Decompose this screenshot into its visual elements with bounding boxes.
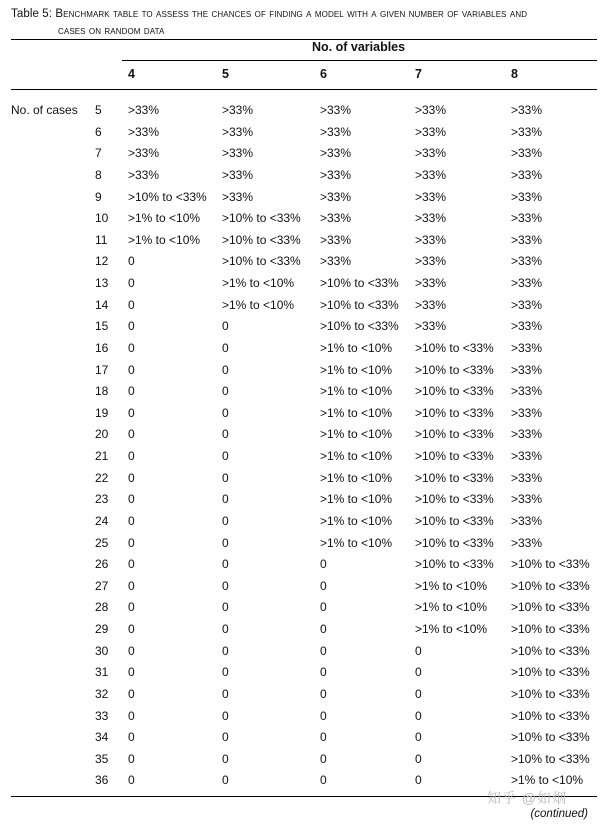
cases-cell: 23 (95, 492, 109, 507)
value-cell-8: >10% to <33% (511, 600, 590, 615)
value-cell-6: >10% to <33% (320, 319, 399, 334)
value-cell-8: >33% (511, 297, 543, 312)
value-cell-4: 0 (128, 254, 135, 269)
value-cell-6: >1% to <10% (320, 449, 393, 463)
value-cell-7: >33% (415, 103, 447, 117)
table-row (0, 145, 600, 167)
table-row (0, 535, 600, 557)
cases-cell: 30 (95, 643, 109, 658)
value-cell-5: 0 (222, 340, 229, 355)
value-cell-8: >33% (511, 384, 543, 399)
value-cell-6: >1% to <10% (320, 405, 393, 420)
value-cell-8: >10% to <33% (511, 686, 590, 701)
value-cell-4: 0 (128, 384, 135, 399)
value-cell-6: 0 (320, 751, 327, 766)
value-cell-4: 0 (128, 362, 135, 377)
value-cell-5: >10% to <33% (222, 254, 301, 269)
variables-group-rule (122, 60, 597, 61)
value-cell-7: >10% to <33% (415, 427, 494, 442)
value-cell-5: 0 (222, 513, 229, 528)
value-cell-6: >33% (320, 146, 352, 161)
value-cell-8: >33% (511, 492, 543, 507)
value-cell-7: >10% to <33% (415, 384, 494, 399)
value-cell-5: 0 (222, 708, 229, 723)
value-cell-6: 0 (320, 643, 327, 658)
value-cell-7: >1% to <10% (415, 622, 488, 636)
value-cell-5: 0 (222, 643, 229, 658)
value-cell-7: 0 (415, 730, 422, 745)
table-row (0, 383, 600, 405)
table-row (0, 340, 600, 362)
value-cell-5: 0 (222, 773, 229, 788)
value-cell-4: 0 (128, 600, 135, 615)
value-cell-5: 0 (222, 535, 229, 550)
value-cell-8: >10% to <33% (511, 708, 590, 723)
cases-cell: 16 (95, 340, 109, 355)
value-cell-8: >33% (511, 449, 543, 463)
table-row (0, 491, 600, 513)
table-row (0, 253, 600, 275)
value-cell-8: >33% (511, 103, 543, 117)
value-cell-7: >1% to <10% (415, 600, 488, 615)
value-cell-5: >33% (222, 124, 254, 139)
value-cell-6: >33% (320, 103, 352, 117)
value-cell-7: >10% to <33% (415, 492, 494, 507)
value-cell-6: 0 (320, 730, 327, 745)
value-cell-6: >33% (320, 254, 352, 269)
value-cell-4: 0 (128, 513, 135, 528)
value-cell-4: 0 (128, 686, 135, 701)
value-cell-5: 0 (222, 362, 229, 377)
value-cell-6: >1% to <10% (320, 513, 393, 528)
column-header-6: 6 (320, 67, 327, 81)
value-cell-8: >1% to <10% (511, 773, 584, 788)
value-cell-8: >33% (511, 340, 543, 355)
cases-cell: 17 (95, 362, 109, 377)
value-cell-6: >33% (320, 189, 352, 204)
value-cell-8: >33% (511, 189, 543, 204)
cases-cell: 22 (95, 470, 109, 485)
table-row (0, 470, 600, 492)
value-cell-7: >10% to <33% (415, 513, 494, 528)
table-row (0, 686, 600, 708)
cases-cell: 20 (95, 427, 109, 442)
value-cell-8: >33% (511, 167, 543, 182)
value-cell-6: >1% to <10% (320, 492, 393, 507)
cases-cell: 21 (95, 449, 109, 463)
value-cell-4: 0 (128, 730, 135, 745)
cases-cell: 29 (95, 622, 109, 636)
value-cell-4: 0 (128, 557, 135, 572)
value-cell-8: >10% to <33% (511, 665, 590, 680)
cases-cell: 34 (95, 730, 109, 745)
table-row (0, 318, 600, 340)
cases-cell: 25 (95, 535, 109, 550)
value-cell-7: >1% to <10% (415, 578, 488, 593)
column-header-5: 5 (222, 67, 229, 81)
value-cell-7: >33% (415, 211, 447, 226)
value-cell-4: 0 (128, 643, 135, 658)
table-row (0, 405, 600, 427)
table-row (0, 599, 600, 621)
value-cell-4: 0 (128, 405, 135, 420)
table-row (0, 102, 600, 124)
cases-cell: 36 (95, 773, 109, 788)
value-cell-4: >33% (128, 167, 160, 182)
value-cell-7: >10% to <33% (415, 557, 494, 572)
value-cell-5: 0 (222, 622, 229, 636)
value-cell-8: >10% to <33% (511, 730, 590, 745)
value-cell-7: 0 (415, 643, 422, 658)
value-cell-7: >33% (415, 254, 447, 269)
cases-cell: 12 (95, 254, 109, 269)
table-row (0, 621, 600, 643)
table-row (0, 556, 600, 578)
variables-group-header: No. of variables (312, 40, 406, 54)
cases-cell: 14 (95, 297, 109, 312)
value-cell-5: >33% (222, 103, 254, 117)
cases-cell: 8 (95, 167, 102, 182)
value-cell-4: 0 (128, 340, 135, 355)
table-row (0, 729, 600, 751)
column-header-4: 4 (128, 67, 135, 81)
value-cell-7: >10% to <33% (415, 340, 494, 355)
value-cell-7: >33% (415, 146, 447, 161)
table-row (0, 210, 600, 232)
value-cell-5: 0 (222, 449, 229, 463)
value-cell-6: >10% to <33% (320, 297, 399, 312)
value-cell-5: 0 (222, 730, 229, 745)
value-cell-8: >33% (511, 232, 543, 247)
table-row (0, 124, 600, 146)
value-cell-4: 0 (128, 427, 135, 442)
value-cell-6: >33% (320, 167, 352, 182)
table-row (0, 275, 600, 297)
cases-cell: 27 (95, 578, 109, 593)
column-header-7: 7 (415, 67, 422, 81)
value-cell-8: >33% (511, 319, 543, 334)
value-cell-5: >1% to <10% (222, 297, 295, 312)
value-cell-5: >10% to <33% (222, 232, 301, 247)
cases-cell: 13 (95, 276, 109, 290)
value-cell-5: 0 (222, 686, 229, 701)
value-cell-4: 0 (128, 708, 135, 723)
value-cell-7: >10% to <33% (415, 449, 494, 463)
value-cell-5: >10% to <33% (222, 211, 301, 226)
value-cell-5: >33% (222, 189, 254, 204)
caption-text-line1: Benchmark table to assess the chances of finding a model with a given number of variables and (55, 8, 528, 20)
value-cell-8: >33% (511, 211, 543, 226)
value-cell-5: 0 (222, 470, 229, 485)
value-cell-4: >1% to <10% (128, 211, 201, 226)
table-row (0, 664, 600, 686)
table-row (0, 448, 600, 470)
value-cell-4: 0 (128, 751, 135, 766)
table-row (0, 708, 600, 730)
table-row (0, 513, 600, 535)
cases-cell: 7 (95, 146, 102, 161)
cases-cell: 19 (95, 405, 109, 420)
value-cell-4: 0 (128, 319, 135, 334)
table-row (0, 426, 600, 448)
cases-cell: 11 (95, 232, 108, 247)
top-rule (11, 39, 597, 40)
cases-cell: 26 (95, 557, 109, 572)
value-cell-7: >10% to <33% (415, 362, 494, 377)
value-cell-6: 0 (320, 708, 327, 723)
caption-label: Table 5: (11, 8, 53, 20)
value-cell-5: 0 (222, 600, 229, 615)
value-cell-5: 0 (222, 751, 229, 766)
value-cell-8: >10% to <33% (511, 643, 590, 658)
value-cell-7: 0 (415, 773, 422, 788)
value-cell-7: 0 (415, 665, 422, 680)
value-cell-7: >10% to <33% (415, 405, 494, 420)
caption-text-line2: cases on random data (58, 25, 165, 37)
value-cell-7: >33% (415, 319, 447, 334)
value-cell-5: 0 (222, 665, 229, 680)
value-cell-5: 0 (222, 492, 229, 507)
cases-cell: 6 (95, 124, 102, 139)
value-cell-6: 0 (320, 557, 327, 572)
value-cell-4: 0 (128, 665, 135, 680)
value-cell-4: 0 (128, 492, 135, 507)
value-cell-5: 0 (222, 578, 229, 593)
value-cell-8: >33% (511, 124, 543, 139)
value-cell-7: >33% (415, 297, 447, 312)
value-cell-8: >33% (511, 470, 543, 485)
watermark: 知乎 @如烟 (487, 790, 568, 806)
value-cell-5: >1% to <10% (222, 276, 295, 290)
value-cell-7: >33% (415, 276, 447, 290)
value-cell-7: >33% (415, 124, 447, 139)
table-row (0, 189, 600, 211)
cases-cell: 10 (95, 211, 109, 226)
value-cell-4: 0 (128, 276, 135, 290)
value-cell-4: >33% (128, 124, 160, 139)
table-row (0, 751, 600, 773)
value-cell-8: >33% (511, 146, 543, 161)
value-cell-5: 0 (222, 319, 229, 334)
value-cell-5: 0 (222, 427, 229, 442)
value-cell-7: >33% (415, 232, 447, 247)
value-cell-6: 0 (320, 622, 327, 636)
value-cell-7: >10% to <33% (415, 535, 494, 550)
value-cell-4: 0 (128, 578, 135, 593)
value-cell-8: >33% (511, 513, 543, 528)
value-cell-5: >33% (222, 167, 254, 182)
cases-cell: 24 (95, 513, 109, 528)
value-cell-6: >1% to <10% (320, 470, 393, 485)
value-cell-6: 0 (320, 773, 327, 788)
value-cell-6: >33% (320, 124, 352, 139)
value-cell-4: 0 (128, 773, 135, 788)
value-cell-6: >10% to <33% (320, 276, 399, 290)
value-cell-6: >1% to <10% (320, 427, 393, 442)
value-cell-8: >10% to <33% (511, 578, 590, 593)
value-cell-4: >33% (128, 103, 160, 117)
cases-cell: 15 (95, 319, 109, 334)
value-cell-7: 0 (415, 751, 422, 766)
value-cell-6: >1% to <10% (320, 535, 393, 550)
value-cell-8: >33% (511, 427, 543, 442)
cases-cell: 35 (95, 751, 109, 766)
value-cell-8: >33% (511, 276, 543, 290)
value-cell-4: >10% to <33% (128, 189, 207, 204)
value-cell-6: >33% (320, 232, 352, 247)
value-cell-6: >33% (320, 211, 352, 226)
cases-cell: 32 (95, 686, 109, 701)
table-body (0, 102, 600, 794)
value-cell-7: 0 (415, 708, 422, 723)
value-cell-7: >33% (415, 167, 447, 182)
value-cell-8: >10% to <33% (511, 751, 590, 766)
header-rule (11, 89, 597, 90)
value-cell-6: >1% to <10% (320, 384, 393, 399)
value-cell-5: >33% (222, 146, 254, 161)
continued-note: (continued) (530, 808, 588, 820)
value-cell-4: 0 (128, 470, 135, 485)
cases-cell: 9 (95, 189, 102, 204)
cases-row-header: No. of cases (11, 103, 78, 117)
value-cell-6: >1% to <10% (320, 340, 393, 355)
table-row (0, 643, 600, 665)
value-cell-7: >10% to <33% (415, 470, 494, 485)
cases-cell: 5 (95, 103, 102, 117)
value-cell-4: >33% (128, 146, 160, 161)
value-cell-4: >1% to <10% (128, 232, 201, 247)
cases-cell: 31 (95, 665, 109, 680)
value-cell-6: 0 (320, 578, 327, 593)
cases-cell: 18 (95, 384, 109, 399)
column-header-8: 8 (511, 67, 518, 81)
value-cell-6: 0 (320, 600, 327, 615)
value-cell-8: >10% to <33% (511, 622, 590, 636)
cases-cell: 28 (95, 600, 109, 615)
value-cell-8: >33% (511, 362, 543, 377)
value-cell-7: >33% (415, 189, 447, 204)
value-cell-5: 0 (222, 405, 229, 420)
table-caption (11, 6, 591, 40)
table-row (0, 362, 600, 384)
value-cell-5: 0 (222, 384, 229, 399)
table-row (0, 167, 600, 189)
value-cell-8: >10% to <33% (511, 557, 590, 572)
value-cell-6: >1% to <10% (320, 362, 393, 377)
cases-cell: 33 (95, 708, 109, 723)
value-cell-8: >33% (511, 254, 543, 269)
table-row (0, 232, 600, 254)
value-cell-7: 0 (415, 686, 422, 701)
value-cell-4: 0 (128, 449, 135, 463)
table-row (0, 297, 600, 319)
value-cell-5: 0 (222, 557, 229, 572)
table-row (0, 578, 600, 600)
value-cell-4: 0 (128, 297, 135, 312)
value-cell-4: 0 (128, 535, 135, 550)
value-cell-8: >33% (511, 405, 543, 420)
value-cell-6: 0 (320, 665, 327, 680)
value-cell-6: 0 (320, 686, 327, 701)
value-cell-4: 0 (128, 622, 135, 636)
value-cell-8: >33% (511, 535, 543, 550)
